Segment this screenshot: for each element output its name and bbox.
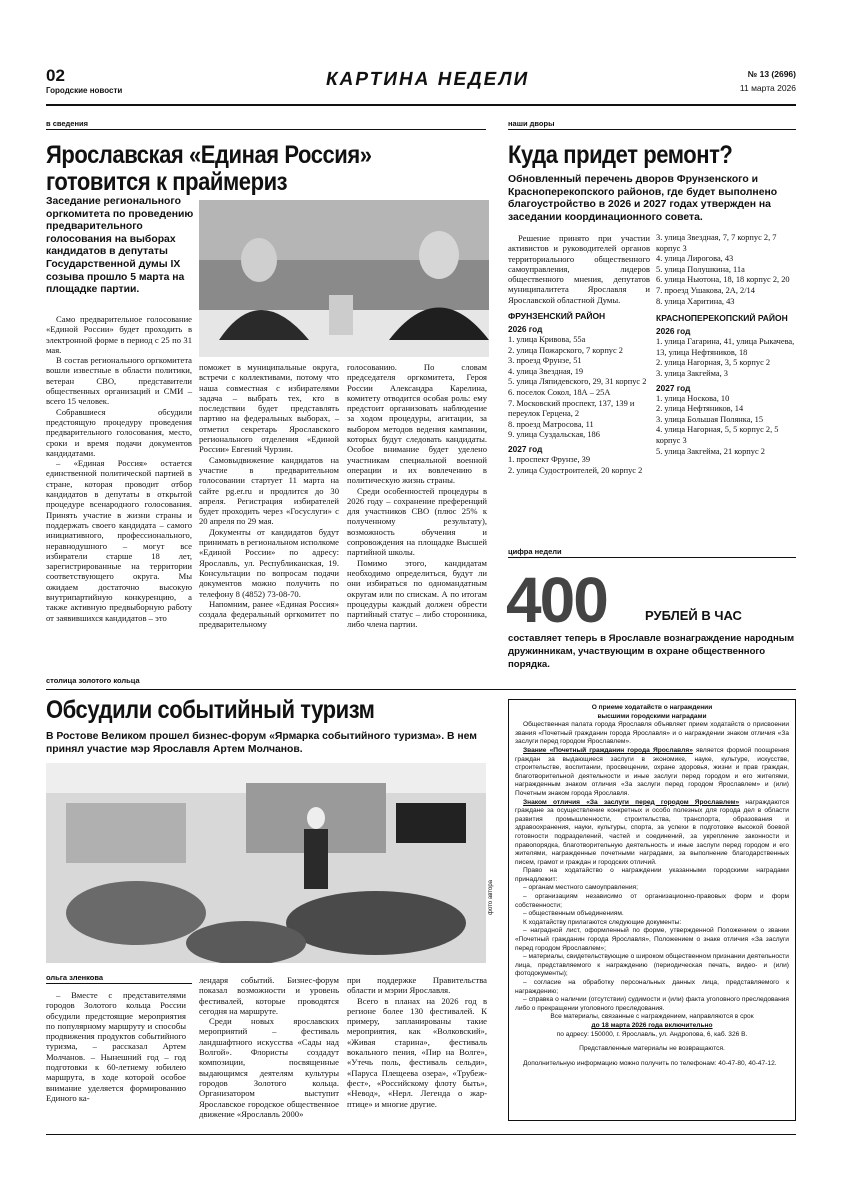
figure-number: 400 xyxy=(506,564,607,636)
photo-credit: фото автора xyxy=(488,880,494,915)
list-item: 7. проезд Ушакова, 2А, 2/14 xyxy=(656,285,755,295)
rubric-rule xyxy=(46,129,486,130)
list-item: 2. улица Судостроителей, 20 корпус 2 xyxy=(508,465,643,475)
list-item: 3. улица Закгейма, 3 xyxy=(656,368,728,378)
list-item: 2. улица Нагорная, 3, 5 корпус 2 xyxy=(656,358,771,368)
district-frunzensky: ФРУНЗЕНСКИЙ РАЙОН xyxy=(508,311,606,322)
figure-text: составляет теперь в Ярославле вознаграждение народным дружинникам, участвующим в охране общественного порядка. xyxy=(508,633,795,670)
list-item: 3. улица Большая Полянка, 15 xyxy=(656,414,764,424)
article3-col2: лендаря событий. Бизнес-форум показал возможности и уровень фестивалей, которые проводятся сегодня на маршруте. Среди новых ярославских мероприятий – фестиваль ландшафтного искусства «Сады над Волгой». Флористы создадут композиции, посвященные выдающимся деятелям культуры городов Золотого кольца. Организатором выступит Ярославское городское общественное движение «Ярославль 2000» xyxy=(199,975,339,1119)
list-item: 8. проезд Матросова, 11 xyxy=(508,419,594,429)
article3-photo xyxy=(46,763,486,963)
list-item: 2. улица Пожарского, 7 корпус 2 xyxy=(508,345,623,355)
figure-rubric: цифра недели xyxy=(508,547,562,556)
article3-rubric: столица золотого кольца xyxy=(46,676,140,685)
article2-col1: Решение принято при участии активистов и руководителей органов территориального общественного самоуправления, лидеров общественного мнения, депутатов муниципалитета Ярославля и Ярославской областной Думы. ФРУНЗЕНСКИЙ РАЙОН 2026 год 1. улица Кривова, 55а 2. улица Пожарского, 7 корпус 2 3. проезд Фрунзе, 51 4. улица Звездная, 19 5. улица Ляпидевского, 29, 31 корпус 2 6. поселок Сокол, 18А – 25А 7. Московский проспект, 137, 139 и переулок Герцена, 2 8. проезд Матросова, 11 9. улица Суздальская, 186 2027 год 1. проспект Фрунзе, 39 2. улица Судостроителей, 20 корпус 2 xyxy=(508,233,650,475)
issue-number: № 13 (2696) xyxy=(747,69,796,79)
awards-notice: О приеме ходатайств о награждении высшими городскими наградами Общественная палата города Ярославля объявляет прием ходатайств о присвоении звания «Почетный гражданин города Ярославля» и о награждении знаком отличия «За заслуги перед городом Ярославлем». Звание «Почетный гражданин города Ярославля» является формой поощрения граждан за выдающиеся заслуги в экономике, науке, культуре, искусстве, строительстве, воспитании, просвещении, охране здоровья, жизни и прав граждан, благотворительной деятельности и иные заслуги перед городом и его жителями, награжденным знаком отличия «За заслуги перед городом Ярославлем» и (или) Почетным знаком города Ярославля. Знаком отличия «За заслуги перед городом Ярославлем» награждаются граждане за осуществление конкретных и особо полезных для города дел в области развития промышленности, строительства, транспорта, образования и здравоохранения, науки, культуры, спорта, за успехи в подготовке высокой боевой готовности подразделений, частей и соединений, за укрепление законности и правопорядка, благотворительную деятельность и иные заслуги перед городом и его жителями, награжденные почетными наградами, за выполнение благодарственных писем, грамот и граждан и городских отличий. Право на ходатайство о награждении указанными городскими наградами принадлежит: – органам местного самоуправления; – организациям независимо от организационно-правовых форм и форм собственности; – общественным объединениям. К ходатайству прилагаются следующие документы: – наградной лист, оформленный по форме, утвержденной Положением о звании «Почетный гражданин города Ярославля», Положением о знаке отличия «За заслуги перед городом Ярославлем»; – материалы, свидетельствующие о широком общественном признании деятельности лица, представляемого к награждению (периодическая печать, видео- и (или) фотодокументы); – согласие на обработку персональных данных лица, представляемого к награждению; – справка о наличии (отсутствии) судимости и (или) факта уголовного преследования либо о прекращении уголовного преследования. Все материалы, связанные с награждением, направляются в срок до 18 марта 2026 года включительно по адресу: 150000, г. Ярославль, ул. Андропова, 6, каб. 326 В. Представленные материалы не возвращаются. Дополнительную информацию можно получить по телефонам: 40-47-80, 40-47-12. xyxy=(508,699,796,1121)
district-krasnoperekopsky: КРАСНОПЕРЕКОПСКИЙ РАЙОН xyxy=(656,313,788,324)
list-item: 5. улица Полушкина, 11а xyxy=(656,264,745,274)
article2-headline: Куда придет ремонт? xyxy=(508,141,733,169)
rubric-rule xyxy=(508,557,796,558)
author-rule xyxy=(46,983,192,984)
list-item: 4. улица Нагорная, 5, 5 корпус 2, 5 корпус 3 xyxy=(656,425,779,445)
list-item: 1. улица Кривова, 55а xyxy=(508,335,586,345)
list-item: 4. улица Лирогова, 43 xyxy=(656,254,734,264)
masthead-rule xyxy=(46,104,796,106)
article3-col3: при поддержке Правительства области и мэрии Ярославля. Всего в планах на 2026 год в регионе более 130 фестивалей. К примеру, запланированы такие мероприятия, как «Волковский», «Живая старина», фестиваль вокального пения, «Пир на Волге», «Утечь поль, фестиваль сельди», «Паруса Плещеева озера», «Трубеж-фест», «Российскому флоту быть», «Невод», «Нерл. Легенда о жар-птице» и многие другие. xyxy=(347,975,487,1109)
masthead xyxy=(46,66,796,106)
article1-photo xyxy=(199,200,489,357)
article1-rubric: в сведения xyxy=(46,119,88,128)
article3-lead: В Ростове Великом прошел бизнес-форум «Ярмарка событийного туризма». В нем принял участие мэр Ярославля Артем Молчанов. xyxy=(46,731,477,755)
newspaper-section-title: КАРТИНА НЕДЕЛИ xyxy=(324,69,532,90)
list-item: 9. улица Суздальская, 186 xyxy=(508,430,600,440)
list-item: 6. поселок Сокол, 18А – 25А xyxy=(508,388,611,398)
section-rule xyxy=(46,689,796,690)
list-item: 2. улица Нефтяников, 14 xyxy=(656,404,744,414)
article1-headline: Ярославская «Единая Россия» готовится к праймериз xyxy=(46,141,372,196)
issue-date: 11 марта 2026 xyxy=(739,83,796,93)
article2-rubric: наши дворы xyxy=(508,119,555,128)
list-item: 6. улица Ньютона, 18, 18 корпус 2, 20 xyxy=(656,275,790,285)
list-item: 4. улица Звездная, 19 xyxy=(508,366,584,376)
list-item: 7. Московский проспект, 137, 139 и переулок Герцена, 2 xyxy=(508,398,635,419)
section-name: Городские новости xyxy=(46,86,123,95)
article1-col2: поможет в муниципальные округа, встречи с коллективами, потому что наша совместная с избирателями задача – выбрать тех, кто в последствии будет представлять партию на федеральных выборах, – отметил секретарь Ярославского регионального отделения «Единой России» Евгений Чурзин. Самовыдвижение кандидатов на участие в предварительном голосовании стартует 11 марта на сайте pg.er.ru и продлится до 30 апреля. Регистрация избирателей будет проходить через «Госуслуги» с 20 апреля по 29 мая. Документы от кандидатов будут принимать в региональном исполкоме «Единой России» по адресу: Ярославль, ул. Республиканская, 19. Консультации по вопросам подачи документов можно получить по телефону 8 (4852) 73-08-70. Напомним, ранее «Единая Россия» создала федеральный оргкомитет по предварительному xyxy=(199,362,339,630)
list-item: 1. проспект Фрунзе, 39 xyxy=(508,455,591,465)
list-item: 3. улица Звездная, 7, 7 корпус 2, 7 корпус 3 xyxy=(656,233,777,253)
article2-lead: Обновленный перечень дворов Фрунзенского и Красноперекопского районов, где будет выполнено благоустройство в 2026 и 2027 годах утвержден на заседании координационного совета. xyxy=(508,174,778,223)
article1-col1: Само предварительное голосование «Единой России» будет проходить в электронной форме в период с 25 по 31 мая. В состав регионального оргкомитета вошли известные в области политики, ветеран СВО, представители общественных организаций и СМИ – всего 15 человек. Собравшиеся обсудили предстоящую процедуру проведения предварительного голосования, место, сроки и время подачи документов кандидатами. – «Единая Россия» остается единственной политической партией в стране, которая проводит отбор кандидатов в депутаты в открытой процедуре всенародного голосования. Принять участие в жизни страны и поддержать своего кандидата – самого инициативного, профессионального, неравнодушного – могут все избиратели старше 18 лет, зарегистрированные на территории соответствующего округа. Мы ожидаем достаточно высокую внутрипартийную конкуренцию, а также активную предвыборную работу от заявившихся кандидатов – это xyxy=(46,314,192,623)
list-item: 3. проезд Фрунзе, 51 xyxy=(508,356,582,366)
article1-lead: Заседание регионального оргкомитета по проведению предварительного голосования на выборах кандидатов в депутаты Государственной думы IX созыва прошло 5 марта на площадке партии. xyxy=(46,196,194,296)
list-item: 5. улица Ляпидевского, 29, 31 корпус 2 xyxy=(508,377,647,387)
figure-unit: РУБЛЕЙ В ЧАС xyxy=(645,608,742,623)
article3-col1: – Вместе с представителями городов Золотого кольца России обсудили предстоящие мероприятия по популярному маршруту и способы продвижения продуктов событийного туризма, – рассказал Артем Молчанов. – Нынешний год – год подготовки к 60-летнему юбилею маршрута, в ходе которой особое внимание уделяется формированию Единого ка- xyxy=(46,990,186,1103)
list-item: 1. улица Носкова, 10 xyxy=(656,393,730,403)
article1-col3: голосованию. По словам председателя оргкомитета, Героя России Александра Карелина, комитету отводится особая роль: ему предстоит организовать наблюдение за ходом процедуры, агитации, за выбором методов ведения кампании, которых будут следовать кандидаты. Особое внимание будет уделено участникам специальной военной операции и их вовлечению в политическую жизнь страны. Среди особенностей процедуры в 2026 году – сохранение преференций для участников СВО (плюс 25% к полученному результату), возможность обучения и сопровождения на площадке Высшей партийной школы. Помимо этого, кандидатам необходимо определиться, будут ли они избираться по одномандатным округам или по спискам. А по итогам процедуры каждый должен обрести партийный статус – либо сторонника, либо члена партии. xyxy=(347,362,487,630)
list-item: 5. улица Закгейма, 21 корпус 2 xyxy=(656,446,765,456)
article3-headline: Обсудили событийный туризм xyxy=(46,696,375,724)
article3-author: ольга зленкова xyxy=(46,973,104,982)
list-item: 1. улица Гагарина, 41, улица Рыкачева, 13, улица Нефтяников, 18 xyxy=(656,337,795,357)
article2-col2: 3. улица Звездная, 7, 7 корпус 2, 7 корпус 3 4. улица Лирогова, 43 5. улица Полушкина, 11а 6. улица Ньютона, 18, 18 корпус 2, 20 7. проезд Ушакова, 2А, 2/14 8. улица Харитина, 43 КРАСНОПЕРЕКОПСКИЙ РАЙОН 2026 год 1. улица Гагарина, 41, улица Рыкачева, 13, улица Нефтяников, 18 2. улица Нагорная, 3, 5 корпус 2 3. улица Закгейма, 3 2027 год 1. улица Носкова, 10 2. улица Нефтяников, 14 3. улица Большая Полянка, 15 4. улица Нагорная, 5, 5 корпус 2, 5 корпус 3 5. улица Закгейма, 21 корпус 2 xyxy=(656,233,795,456)
footer-rule xyxy=(46,1134,796,1135)
rubric-rule xyxy=(508,129,796,130)
page-number: 02 xyxy=(46,66,65,85)
list-item: 8. улица Харитина, 43 xyxy=(656,296,735,306)
